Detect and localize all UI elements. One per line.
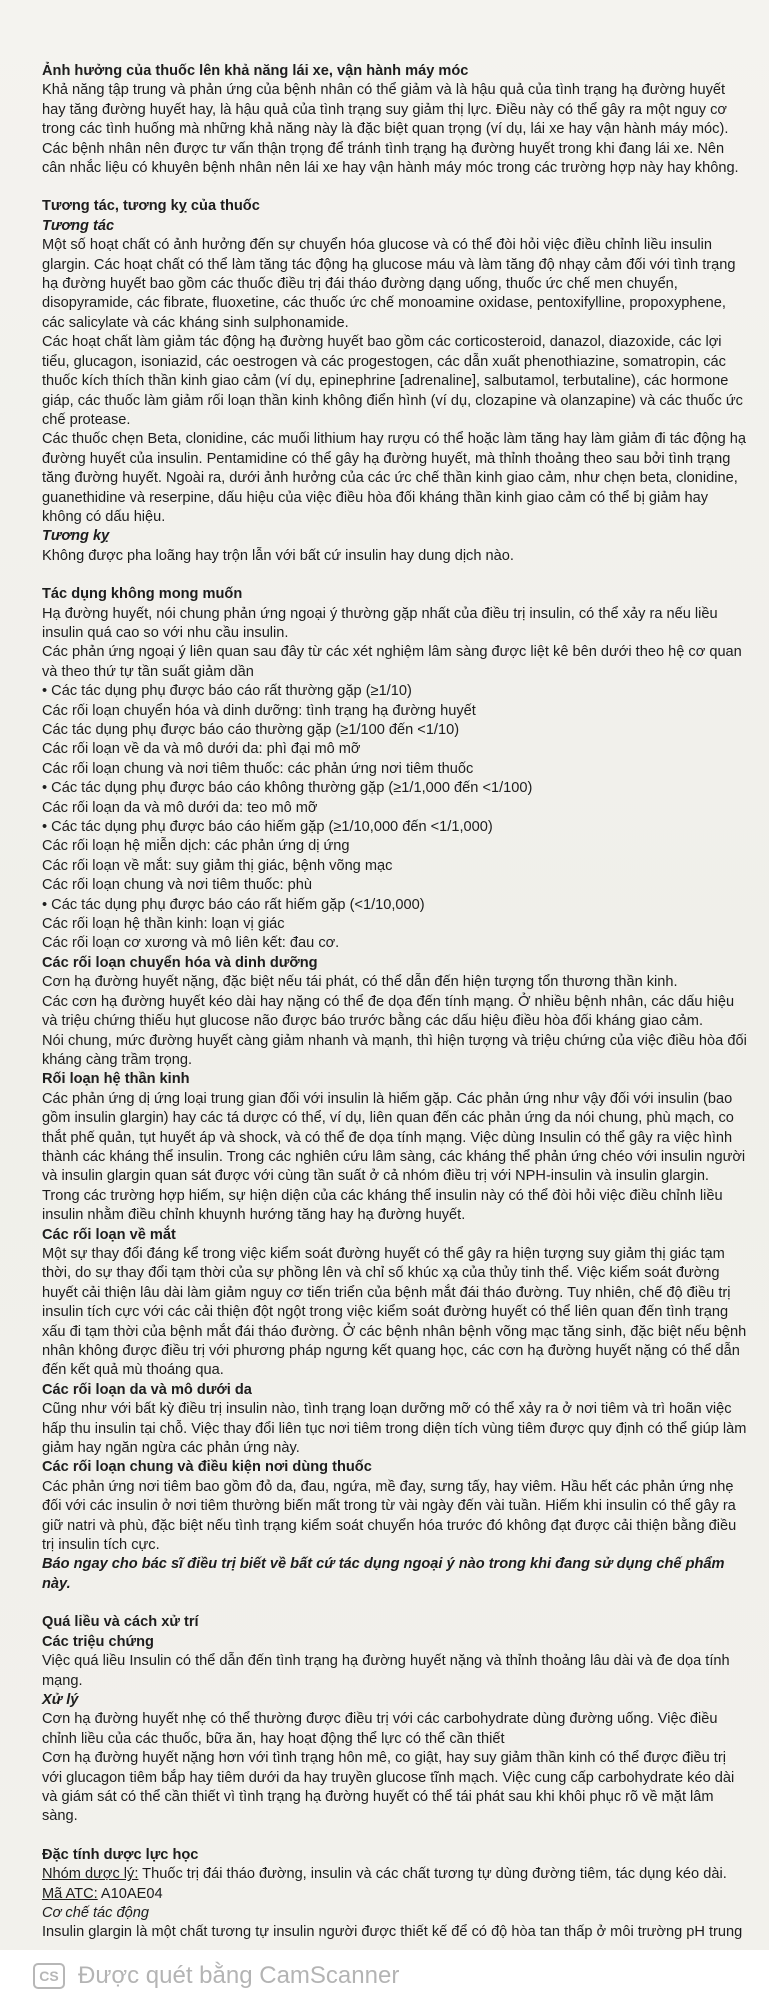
paragraph: Không được pha loãng hay trộn lẫn với bất cứ insulin hay dung dịch nào. (42, 547, 514, 564)
list-item: • Các tác dụng phụ được báo cáo hiếm gặp (≥1/10,000 đến <1/1,000) (42, 819, 493, 836)
list-item: Các rối loạn cơ xương và mô liên kết: đau cơ. (42, 935, 340, 952)
list-item: Các rối loạn hệ thần kinh: loạn vị giác (42, 916, 285, 933)
subheading: Xử lý (42, 1691, 79, 1708)
paragraph: Các thuốc chẹn Beta, clonidine, các muối lithium hay rượu có thể hoặc làm tăng hay làm giảm đi tác động hạ đường huyết của insulin. Pentamidine có thể gây hạ đường huyết, mà thỉnh thoảng theo sau bởi tình trạng tăng đường huyết. Ngoài ra, dưới ảnh hưởng của các ức chế thần kinh giao cảm, như chẹn beta, clonidine, guanethidine và reserpine, dấu hiệu của việc điều hòa đối kháng thần kinh giao cảm có thể bị giảm hay không có dấu hiệu. (42, 431, 747, 525)
subheading: Tương tác (42, 217, 115, 234)
section-adverse-effects (42, 585, 747, 1594)
warning-note: Báo ngay cho bác sĩ điều trị biết về bất cứ tác dụng ngoại ý nào trong khi đang sử dụng chế phẩm này. (42, 1556, 725, 1592)
pharmacological-group (42, 1865, 747, 1884)
section-title: Quá liều và cách xử trí (42, 1614, 199, 1631)
atc-code (42, 1885, 747, 1904)
paragraph: Việc quá liều Insulin có thể dẫn đến tình trạng hạ đường huyết nặng và thỉnh thoảng lâu dài và đe dọa tính mạng. (42, 1653, 730, 1689)
paragraph: Cơn hạ đường huyết nhẹ có thể thường được điều trị với các carbohydrate dùng đường uống. Việc điều chỉnh liều của các thuốc, bữa ăn, hay hoạt động thể lực có thể cần thiết (42, 1711, 718, 1747)
list-item: • Các tác dụng phụ được báo cáo không thường gặp (≥1/1,000 đến <1/100) (42, 780, 533, 797)
atc-value: A10AE04 (97, 1885, 163, 1902)
subheading: Rối loạn hệ thần kinh (42, 1071, 190, 1088)
list-item: Các rối loạn chuyển hóa và dinh dưỡng: tình trạng hạ đường huyết (42, 702, 476, 719)
paragraph: Các phản ứng dị ứng loại trung gian đối với insulin là hiếm gặp. Các phản ứng như vậy đối với insulin (bao gồm insulin glargin) hay các tá dược có thể, ví dụ, liên quan đến các phản ứng da nói chung, phù mạch, co thắt phế quản, tụt huyết áp và shock, và có thể đe dọa tính mạng. Việc dùng Insulin có thể gây ra việc hình thành các kháng thể insulin. Trong các nghiên cứu lâm sàng, các kháng thể phản ứng chéo với insulin người và insulin glargin quan sát được với cùng tần suất ở cả nhóm điều trị với NPH-insulin và insulin glargin. Trong các trường hợp hiếm, sự hiện diện của các kháng thể insulin này có thể đòi hỏi việc điều chỉnh liều insulin nhằm điều chỉnh khuynh hướng tăng hay hạ đường huyết. (42, 1090, 746, 1224)
camscanner-logo-icon: CS (33, 1963, 65, 1989)
paragraph: Các cơn hạ đường huyết kéo dài hay nặng có thể đe dọa đến tính mạng. Ở nhiều bệnh nhân, các dấu hiệu và triệu chứng thiếu hụt glucose não được báo trước bằng các dấu hiệu điều hòa đối kháng giao cảm. (42, 993, 735, 1030)
paragraph: Cơn hạ đường huyết nặng hơn với tình trạng hôn mê, co giật, hay suy giảm thần kinh có thể được điều trị với glucagon tiêm bắp hay tiêm dưới da hay truyền glucose tĩnh mạch. Việc cung cấp carbohydrate kéo dài và giám sát có thể cần thiết vì tình trạng hạ đường huyết có thể tái phát sau khi khôi phục rõ về mặt lâm sàng. (42, 1750, 735, 1825)
section-title: Đặc tính dược lực học (42, 1846, 199, 1863)
section-interactions (42, 197, 747, 566)
list-item: Các rối loạn hệ miễn dịch: các phản ứng dị ứng (42, 838, 350, 855)
subheading: Các rối loạn da và mô dưới da (42, 1381, 252, 1398)
paragraph: Cũng như với bất kỳ điều trị insulin nào, tình trạng loạn dưỡng mỡ có thể xảy ra ở nơi tiêm và trì hoãn việc hấp thu insulin tại chỗ. Việc thay đổi liên tục nơi tiêm trong diện tích vùng tiêm được quy định có thể giúp làm giảm hay ngăn ngừa các phản ứng này. (42, 1401, 747, 1457)
paragraph: Hạ đường huyết, nói chung phản ứng ngoại ý thường gặp nhất của điều trị insulin, có thể xảy ra nếu liều insulin quá cao so với nhu cầu insulin. (42, 605, 718, 641)
list-item: Các rối loạn chung và nơi tiêm thuốc: phù (42, 877, 312, 894)
paragraph: Khả năng tập trung và phản ứng của bệnh nhân có thể giảm và là hậu quả của tình trạng hạ đường huyết hay tăng đường huyết hay, là hậu quả của tình trạng suy giảm thị lực. Điều này có thể gây ra một nguy cơ trong các tình huống mà những khả năng này là đặc biệt quan trọng (ví dụ, lái xe hay vận hành máy móc). Các bệnh nhân nên được tư vấn thận trọng để tránh tình trạng hạ đường huyết trong khi đang lái xe. Nên cân nhắc liệu có khuyên bệnh nhân nên lái xe hay vận hành máy móc trong các trường hợp này hay không. (42, 82, 739, 177)
group-value: Thuốc trị đái tháo đường, insulin và các chất tương tự dùng đường tiêm, tác dụng kéo dài. (138, 1866, 727, 1883)
section-title: Ảnh hưởng của thuốc lên khả năng lái xe, vận hành máy móc (42, 63, 469, 79)
subheading: Tương kỵ (42, 528, 110, 545)
list-item: Các rối loạn về mắt: suy giảm thị giác, bệnh võng mạc (42, 857, 393, 874)
section-pharmacodynamics (42, 1846, 747, 1943)
paragraph: Insulin glargin là một chất tương tự insulin người được thiết kế để có độ hòa tan thấp ở môi trường pH trung (42, 1924, 743, 1941)
subheading: Các rối loạn chuyển hóa và dinh dưỡng (42, 954, 318, 971)
list-item: • Các tác dụng phụ được báo cáo rất thường gặp (≥1/10) (42, 683, 412, 700)
atc-label: Mã ATC: (42, 1885, 98, 1902)
paragraph: Nói chung, mức đường huyết càng giảm nhanh và mạnh, thì hiện tượng và triệu chứng của việc điều hòa đối kháng càng trầm trọng. (42, 1032, 747, 1068)
section-title: Tác dụng không mong muốn (42, 586, 243, 603)
paragraph: Các phản ứng nơi tiêm bao gồm đỏ da, đau, ngứa, mề đay, sưng tấy, hay viêm. Hầu hết các phản ứng nhẹ đối với các insulin ở nơi tiêm thường biến mất trong từ vài ngày đến vài tuần. Hiếm khi insulin có thể gây ra giữ natri và phù, đặc biệt nếu tình trạng kiểm soát chuyển hóa trước đó không đạt được cải thiện bằng điều trị insulin tích cực. (42, 1478, 737, 1554)
scanner-watermark-text: Được quét bằng CamScanner (78, 1962, 400, 1989)
group-label: Nhóm dược lý: (42, 1866, 139, 1883)
paragraph: Các phản ứng ngoại ý liên quan sau đây từ các xét nghiệm lâm sàng được liệt kê bên dưới theo hệ cơ quan và theo thứ tự tần suất giảm dần (42, 644, 742, 680)
subheading: Các rối loạn về mắt (42, 1226, 176, 1243)
subheading: Cơ chế tác động (42, 1904, 149, 1921)
subheading: Các triệu chứng (42, 1633, 154, 1650)
paragraph: Các hoạt chất làm giảm tác động hạ đường huyết bao gồm các corticosteroid, danazol, diazoxide, các lợi tiểu, glucagon, isoniazid, các oestrogen và các progestogen, các dẫn xuất phenothiazine, somatropin, các thuốc kích thích thần kinh giao cảm (ví dụ, epinephrine [adrenaline], salbutamol, terbutaline), các hormone giáp, các thuốc làm giảm rối loạn thần kinh không điển hình (ví dụ, clozapine và olanzapine) và các thuốc ức chế protease. (42, 334, 743, 428)
list-item: Các rối loạn về da và mô dưới da: phì đại mô mỡ (42, 741, 361, 758)
paragraph: Một số hoạt chất có ảnh hưởng đến sự chuyển hóa glucose và có thể đòi hỏi việc điều chỉnh liều insulin glargin. Các hoạt chất có thể làm tăng tác động hạ glucose máu và làm tăng độ nhạy cảm đối với tình trạng hạ đường huyết bao gồm các thuốc điều trị đái tháo đường dạng uống, thuốc ức chế men chuyển, disopyramide, các fibrate, fluoxetine, các thuốc ức chế monoamine oxidase, pentoxifylline, propoxyphene, các salicylate và các kháng sinh sulphonamide. (42, 237, 736, 331)
paragraph: Cơn hạ đường huyết nặng, đặc biệt nếu tái phát, có thể dẫn đến hiện tượng tổn thương thần kinh. (42, 974, 678, 991)
list-item: Các rối loạn chung và nơi tiêm thuốc: các phản ứng nơi tiêm thuốc (42, 760, 474, 777)
section-overdose (42, 1613, 747, 1826)
list-item: • Các tác dụng phụ được báo cáo rất hiếm gặp (<1/10,000) (42, 896, 425, 913)
list-item: Các rối loạn da và mô dưới da: teo mô mỡ (42, 799, 318, 816)
paragraph: Một sự thay đổi đáng kể trong việc kiểm soát đường huyết có thể gây ra hiện tượng suy giảm thị giác tạm thời, do sự thay đổi tạm thời của sự phồng lên và chỉ số khúc xạ của thủy tinh thể. Việc kiểm soát đường huyết cải thiện lâu dài làm giảm nguy cơ tiến triển của bệnh mắt đái tháo đường. Tuy nhiên, chế độ điều trị insulin tích cực với các cải thiện đột ngột trong việc kiểm soát đường huyết có thể liên quan đến tình trạng xấu đi tạm thời của bệnh mắt đái tháo đường. Ở các bệnh nhân bệnh võng mạc tăng sinh, đặc biệt nếu bệnh nhân không được điều trị với phương pháp ngưng kết quang học, các cơn hạ đường huyết nặng có thể dẫn đến kết quả mù thoáng qua. (42, 1245, 747, 1379)
document-body (42, 62, 747, 1943)
list-item: Các tác dụng phụ được báo cáo thường gặp (≥1/100 đến <1/10) (42, 722, 460, 738)
section-driving (42, 62, 747, 178)
section-title: Tương tác, tương kỵ của thuốc (42, 198, 260, 215)
subheading: Các rối loạn chung và điều kiện nơi dùng thuốc (42, 1459, 372, 1476)
